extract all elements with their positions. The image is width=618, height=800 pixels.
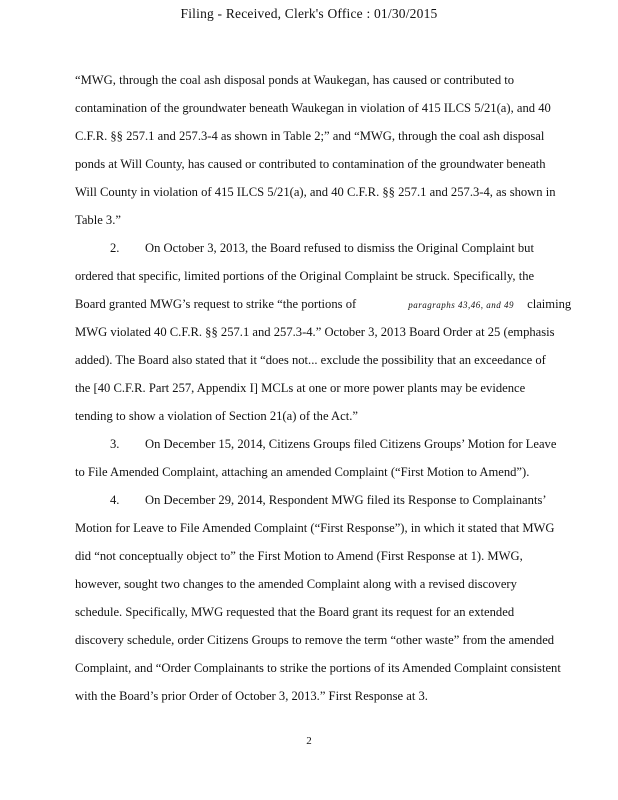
paragraph-4-first-line [110, 492, 618, 508]
paragraph-number: 4. [110, 493, 120, 507]
text-line: schedule. Specifically, MWG requested that the Board grant its request for an extended [75, 605, 515, 619]
paragraph-3-first-line [110, 436, 618, 452]
text-line: C.F.R. §§ 257.1 and 257.3-4 as shown in Table 2;” and “MWG, through the coal ash disposal [75, 129, 545, 143]
paragraph-number: 3. [110, 437, 120, 451]
filing-header: Filing - Received, Clerk's Office : 01/30/2015 [180, 6, 438, 21]
text-line: Will County in violation of 415 ILCS 5/21(a), and 40 C.F.R. §§ 257.1 and 257.3-4, as shown in [75, 185, 556, 199]
text-line: Complaint, and “Order Complainants to strike the portions of its Amended Complaint consistent [75, 661, 561, 675]
text-line: added). The Board also stated that it “does not... exclude the possibility that an exceedance of [75, 353, 546, 367]
text-line: the [40 C.F.R. Part 257, Appendix I] MCLs at one or more power plants may be evidence [75, 381, 526, 395]
text-span: Board granted MWG’s request to strike “the portions of [75, 297, 357, 311]
text-line: contamination of the groundwater beneath Waukegan in violation of 415 ILCS 5/21(a), and 40 [75, 101, 551, 115]
text-line: however, sought two changes to the amended Complaint along with a revised discovery [75, 577, 517, 591]
text-span: On October 3, 2013, the Board refused to dismiss the Original Complaint but [145, 241, 534, 255]
text-span: claiming [527, 297, 572, 311]
paragraph-2-first-line [110, 240, 618, 256]
text-line: discovery schedule, order Citizens Groups to remove the term “other waste” from the amended [75, 633, 555, 647]
text-line: with the Board’s prior Order of October 3, 2013.” First Response at 3. [75, 689, 428, 703]
overlay-text: paragraphs 43,46, and 49 [408, 300, 514, 310]
text-span: On December 15, 2014, Citizens Groups filed Citizens Groups’ Motion for Leave [145, 437, 557, 451]
text-line: to File Amended Complaint, attaching an amended Complaint (“First Motion to Amend”). [75, 465, 530, 479]
text-line: ordered that specific, limited portions of the Original Complaint be struck. Specifically, the [75, 269, 535, 283]
text-line: Motion for Leave to File Amended Complaint (“First Response”), in which it stated that MWG [75, 521, 555, 535]
page-number: 2 [306, 735, 312, 747]
text-line: did “not conceptually object to” the First Motion to Amend (First Response at 1). MWG, [75, 549, 523, 563]
text-line: Table 3.” [75, 213, 121, 227]
text-line: ponds at Will County, has caused or contributed to contamination of the groundwater beneath [75, 157, 546, 171]
text-line-overlap [75, 296, 595, 313]
text-line: “MWG, through the coal ash disposal ponds at Waukegan, has caused or contributed to [75, 73, 515, 87]
text-line: MWG violated 40 C.F.R. §§ 257.1 and 257.3-4.” October 3, 2013 Board Order at 25 (emphasis [75, 325, 555, 339]
text-span: On December 29, 2014, Respondent MWG filed its Response to Complainants’ [145, 493, 547, 507]
text-line: tending to show a violation of Section 21(a) of the Act.” [75, 409, 358, 423]
paragraph-number: 2. [110, 241, 120, 255]
